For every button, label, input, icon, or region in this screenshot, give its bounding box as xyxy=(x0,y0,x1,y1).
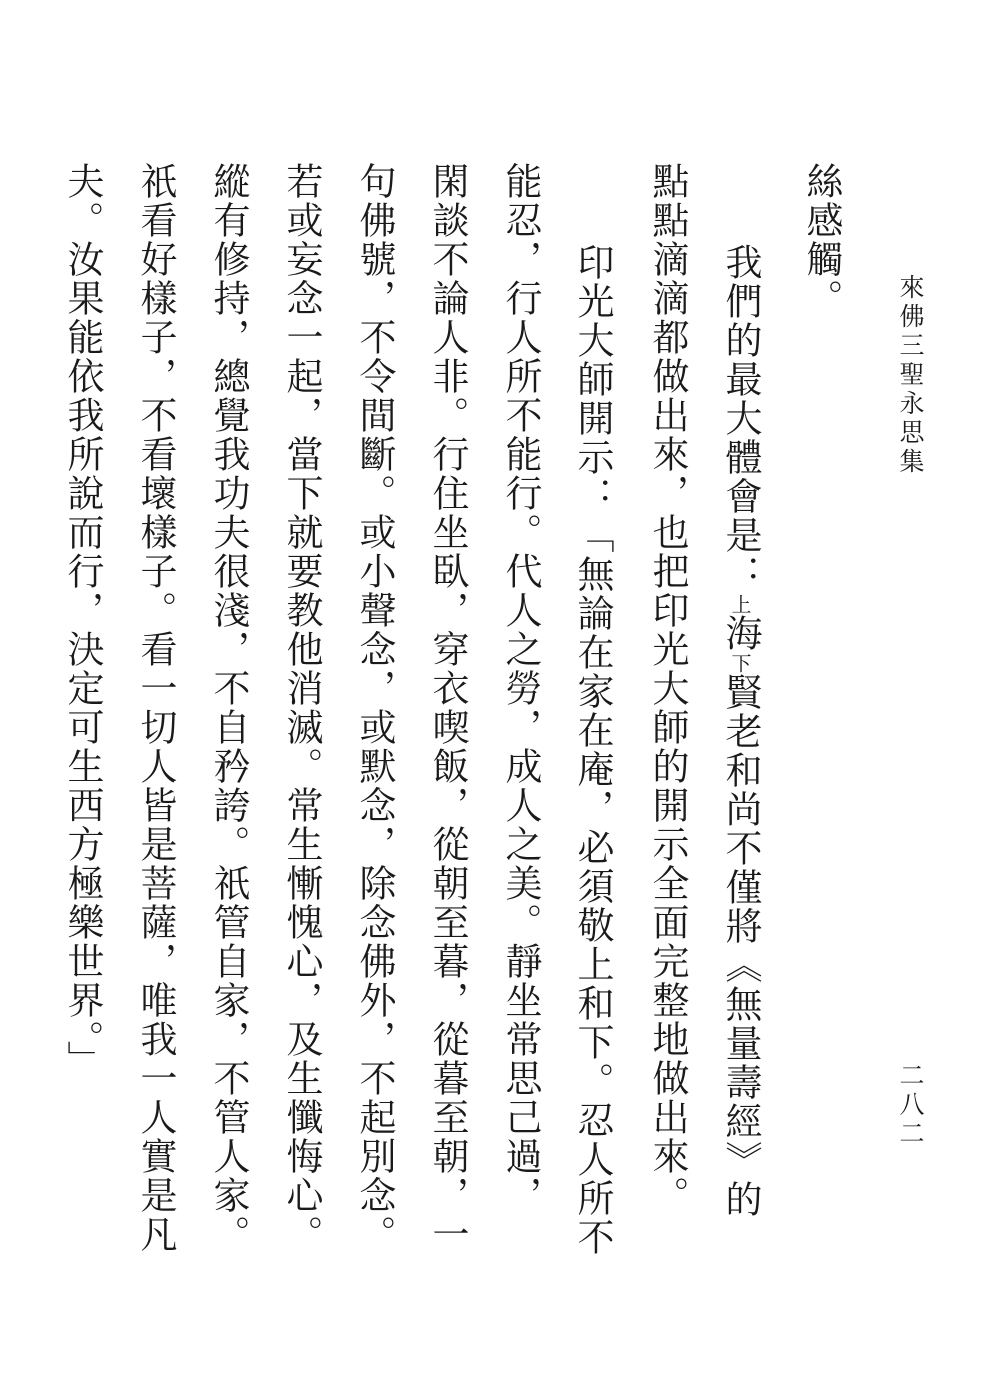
column-2-text-c: 賢老和尚不僅將《無量壽經》的 xyxy=(719,673,762,1219)
running-header-title: 來佛三聖永思集 xyxy=(896,274,925,477)
column-2-text-b: 海 xyxy=(719,614,762,653)
text-column-10: 祇看好樣子，不看壞樣子。看一切人皆是菩薩，唯我一人實是凡 xyxy=(134,162,177,1254)
small-annotation-up: 上 xyxy=(728,594,752,614)
text-column-3: 點點滴滴都做出來，也把印光大師的開示全面完整地做出來。 xyxy=(646,162,689,1215)
page-number: 二八二 xyxy=(896,1062,925,1149)
text-column-6: 閑談不論人非。行住坐臥，穿衣喫飯，從朝至暮，從暮至朝，一 xyxy=(426,162,469,1254)
text-column-5: 能忍，行人所不能行。代人之勞，成人之美。靜坐常思己過， xyxy=(499,162,542,1215)
text-column-1: 絲感觸。 xyxy=(800,162,843,318)
text-column-8: 若或妄念一起，當下就要教他消滅。常生慚愧心，及生懺悔心。 xyxy=(280,162,323,1254)
text-column-7: 句佛號，不令間斷。或小聲念，或默念，除念佛外，不起別念。 xyxy=(353,162,396,1254)
small-annotation-down: 下 xyxy=(728,653,752,673)
text-column-11: 夫。汝果能依我所說而行，決定可生西方極樂世界。」 xyxy=(61,162,104,1080)
text-column-2 xyxy=(713,162,767,1373)
text-column-9: 縱有修持，總覺我功夫很淺，不自矜誇。祇管自家，不管人家。 xyxy=(207,162,250,1254)
column-2-text-a: 我們的最大體會是： xyxy=(719,243,762,594)
text-column-4: 印光大師開示：「無論在家在庵，必須敬上和下。忍人所不 xyxy=(571,243,614,1257)
